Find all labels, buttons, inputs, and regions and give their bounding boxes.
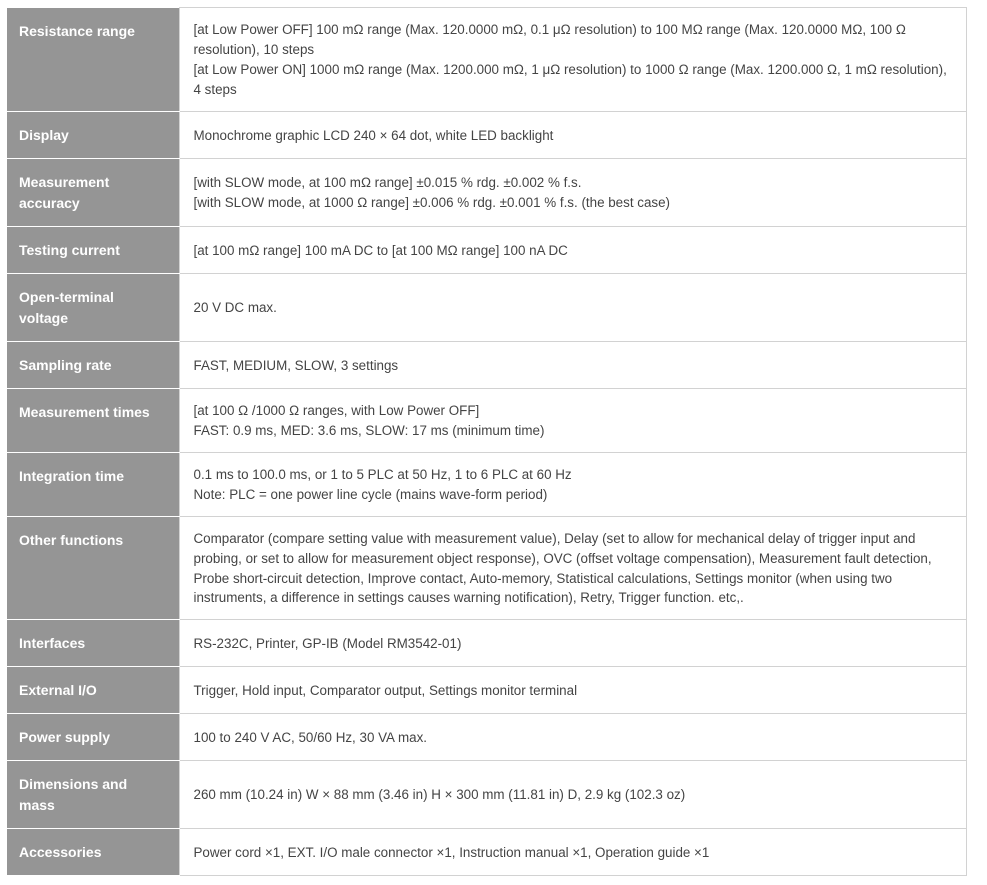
spec-value-line: 100 to 240 V AC, 50/60 Hz, 30 VA max. — [193, 729, 427, 745]
spec-label: Measurement times — [7, 389, 179, 453]
spec-value-line: Note: PLC = one power line cycle (mains wave-form period) — [193, 487, 548, 502]
spec-value-line: [with SLOW mode, at 100 mΩ range] ±0.015 % rdg. ±0.002 % f.s. — [193, 175, 582, 191]
spec-label: Other functions — [7, 517, 179, 620]
spec-label: Open-terminal voltage — [7, 274, 179, 342]
spec-value — [179, 227, 967, 274]
spec-label: Accessories — [7, 829, 179, 876]
spec-row-external-io — [7, 667, 967, 714]
spec-value — [179, 517, 967, 620]
spec-label: Integration time — [7, 453, 179, 517]
spec-value-line: RS-232C, Printer, GP-IB (Model RM3542-01) — [193, 635, 462, 651]
spec-value-line: Monochrome graphic LCD 240 × 64 dot, white LED backlight — [193, 127, 554, 143]
spec-value-line: Power cord ×1, EXT. I/O male connector ×1, Instruction manual ×1, Operation guide ×1 — [193, 844, 710, 860]
spec-value-line: [at Low Power OFF] 100 mΩ range (Max. 120.0000 mΩ, 0.1 μΩ resolution) to 100 MΩ range (Max. 120.0000 MΩ, 100 Ω resolution), 10 steps — [193, 22, 906, 58]
spec-label: Measurement accuracy — [7, 159, 179, 227]
spec-value — [179, 342, 967, 389]
spec-value — [179, 829, 967, 876]
spec-value — [179, 714, 967, 761]
spec-value-line: Trigger, Hold input, Comparator output, Settings monitor terminal — [193, 682, 578, 698]
spec-label: Sampling rate — [7, 342, 179, 389]
spec-row-power-supply — [7, 714, 967, 761]
spec-row-display — [7, 112, 967, 159]
spec-label: Testing current — [7, 227, 179, 274]
spec-label: Resistance range — [7, 8, 179, 112]
spec-value-line: FAST, MEDIUM, SLOW, 3 settings — [193, 357, 399, 373]
spec-value-line: [at 100 mΩ range] 100 mA DC to [at 100 MΩ range] 100 nA DC — [193, 242, 568, 258]
spec-row-integration-time — [7, 453, 967, 517]
spec-value — [179, 667, 967, 714]
spec-value-line: [with SLOW mode, at 1000 Ω range] ±0.006 % rdg. ±0.001 % f.s. (the best case) — [193, 195, 671, 210]
spec-row-testing-current — [7, 227, 967, 274]
spec-row-measurement-times — [7, 389, 967, 453]
spec-row-dimensions-and-mass — [7, 761, 967, 829]
spec-row-interfaces — [7, 620, 967, 667]
spec-row-resistance-range — [7, 8, 967, 112]
spec-value — [179, 761, 967, 829]
spec-value-line: 0.1 ms to 100.0 ms, or 1 to 5 PLC at 50 Hz, 1 to 6 PLC at 60 Hz — [193, 467, 572, 483]
spec-row-other-functions — [7, 517, 967, 620]
spec-row-sampling-rate — [7, 342, 967, 389]
spec-value-line: FAST: 0.9 ms, MED: 3.6 ms, SLOW: 17 ms (minimum time) — [193, 423, 545, 438]
spec-value-line: Comparator (compare setting value with measurement value), Delay (set to allow for mechanical delay of trigger input and probing, or set to allow for measurement object response), OVC (offset voltage compensation), Measurement fault detection, Probe short-circuit detection, Improve contact, Auto-memory, Statistical calculations, Settings monitor (when using two instruments, a difference in settings causes warning notification), Retry, Trigger function. etc,. — [193, 530, 932, 606]
spec-label: Dimensions and mass — [7, 761, 179, 829]
spec-row-open-terminal-voltage — [7, 274, 967, 342]
spec-value — [179, 274, 967, 342]
spec-row-accessories — [7, 829, 967, 876]
spec-value — [179, 8, 967, 112]
spec-value — [179, 389, 967, 453]
spec-value-line: 260 mm (10.24 in) W × 88 mm (3.46 in) H × 300 mm (11.81 in) D, 2.9 kg (102.3 oz) — [193, 787, 686, 803]
spec-label: Power supply — [7, 714, 179, 761]
spec-value-line: [at 100 Ω /1000 Ω ranges, with Low Power OFF] — [193, 403, 480, 419]
spec-value — [179, 112, 967, 159]
spec-label: External I/O — [7, 667, 179, 714]
spec-table — [7, 7, 967, 876]
spec-value — [179, 453, 967, 517]
spec-label: Display — [7, 112, 179, 159]
spec-value — [179, 159, 967, 227]
spec-row-measurement-accuracy — [7, 159, 967, 227]
spec-label: Interfaces — [7, 620, 179, 667]
spec-value — [179, 620, 967, 667]
spec-value-line: [at Low Power ON] 1000 mΩ range (Max. 1200.000 mΩ, 1 μΩ resolution) to 1000 Ω range (Max. 1200.000 Ω, 1 mΩ resolution), 4 steps — [193, 62, 947, 97]
spec-value-line: 20 V DC max. — [193, 300, 277, 316]
